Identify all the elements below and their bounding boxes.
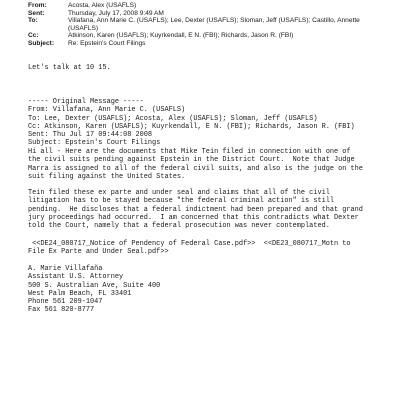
signature-fax: Fax 561 820-8777	[28, 306, 95, 315]
original-subject: Subject: Epstein's Court Filings	[28, 139, 161, 148]
header-subject-value: Re: Epstein's Court Filings	[68, 39, 146, 47]
header-subject-row	[28, 40, 388, 48]
header-from-value: Acosta, Alex (USAFLS)	[68, 2, 137, 9]
header-from-label: From:	[28, 2, 47, 9]
header-cc-label: Cc:	[28, 32, 39, 40]
signature-phone: Phone 561 209-1047	[28, 298, 103, 307]
message-paragraph-2: Tein filed these ex parte and under seal and claims that all of the civil litigation has to be stayed because "the federal criminal action" is still pending. He discloses that a federal indictment had been prepared and that grand jury proceedings had occurred. I am concerned that this contradicts what Dexter told the Court, namely that a federal prosecution was never contemplated.	[28, 189, 363, 231]
email-header	[28, 2, 388, 48]
message-paragraph-1: Hi all - Here are the documents that Mike Tein filed in connection with one of the civil suits pending against Epstein in the District Court. Note that Judge Marra is assigned to all of the federal civil suits, and also is the judge on the suit filing against the United States.	[28, 148, 363, 181]
header-sent-value: Thursday, July 17, 2008 9:49 AM	[68, 9, 164, 17]
header-sent-label: Sent:	[28, 9, 45, 17]
header-to-label: To:	[28, 17, 38, 25]
original-to: To: Lee, Dexter (USAFLS); Acosta, Alex (USAFLS); Sloman, Jeff (USAFLS)	[28, 114, 318, 123]
signature-block	[28, 265, 388, 315]
attachment-list: <<DE24_080717_Notice of Pendency of Federal Case.pdf>> <<DE23_080717_Motn to File Ex Parte and Under Seal.pdf>>	[28, 240, 351, 257]
original-sent: Sent: Thu Jul 17 09:44:08 2008	[28, 131, 153, 140]
header-subject-label: Subject:	[28, 39, 55, 47]
original-message-header	[28, 98, 388, 148]
header-cc-row	[28, 32, 388, 40]
header-from-row	[28, 2, 388, 10]
header-to-row	[28, 17, 388, 32]
signature-street: 500 S. Australian Ave, Suite 400	[28, 281, 161, 290]
original-divider: ----- Original Message -----	[28, 98, 144, 106]
original-cc: Cc: Atkinson, Karen (USAFLS); Kuyrkendall, E N. (FBI); Richards, Jason R. (FBI)	[28, 122, 355, 131]
signature-title: Assistant U.S. Attorney	[28, 273, 124, 282]
header-to-value: Villafana, Ann Marie C. (USAFLS); Lee, Dexter (USAFLS); Sloman, Jeff (USAFLS); Castillo, Annette (USAFLS)	[68, 17, 360, 32]
signature-name: A. Marie Villafaña	[28, 265, 103, 273]
reply-text: Let's talk at 10 15.	[28, 64, 111, 72]
header-sent-row	[28, 10, 388, 18]
original-from: From: Villafana, Ann Marie C. (USAFLS)	[28, 106, 186, 115]
signature-city: West Palm Beach, FL 33401	[28, 289, 132, 298]
header-cc-value: Atkinson, Karen (USAFLS); Kuyrkendall, E N. (FBI); Richards, Jason R. (FBI)	[68, 32, 294, 40]
